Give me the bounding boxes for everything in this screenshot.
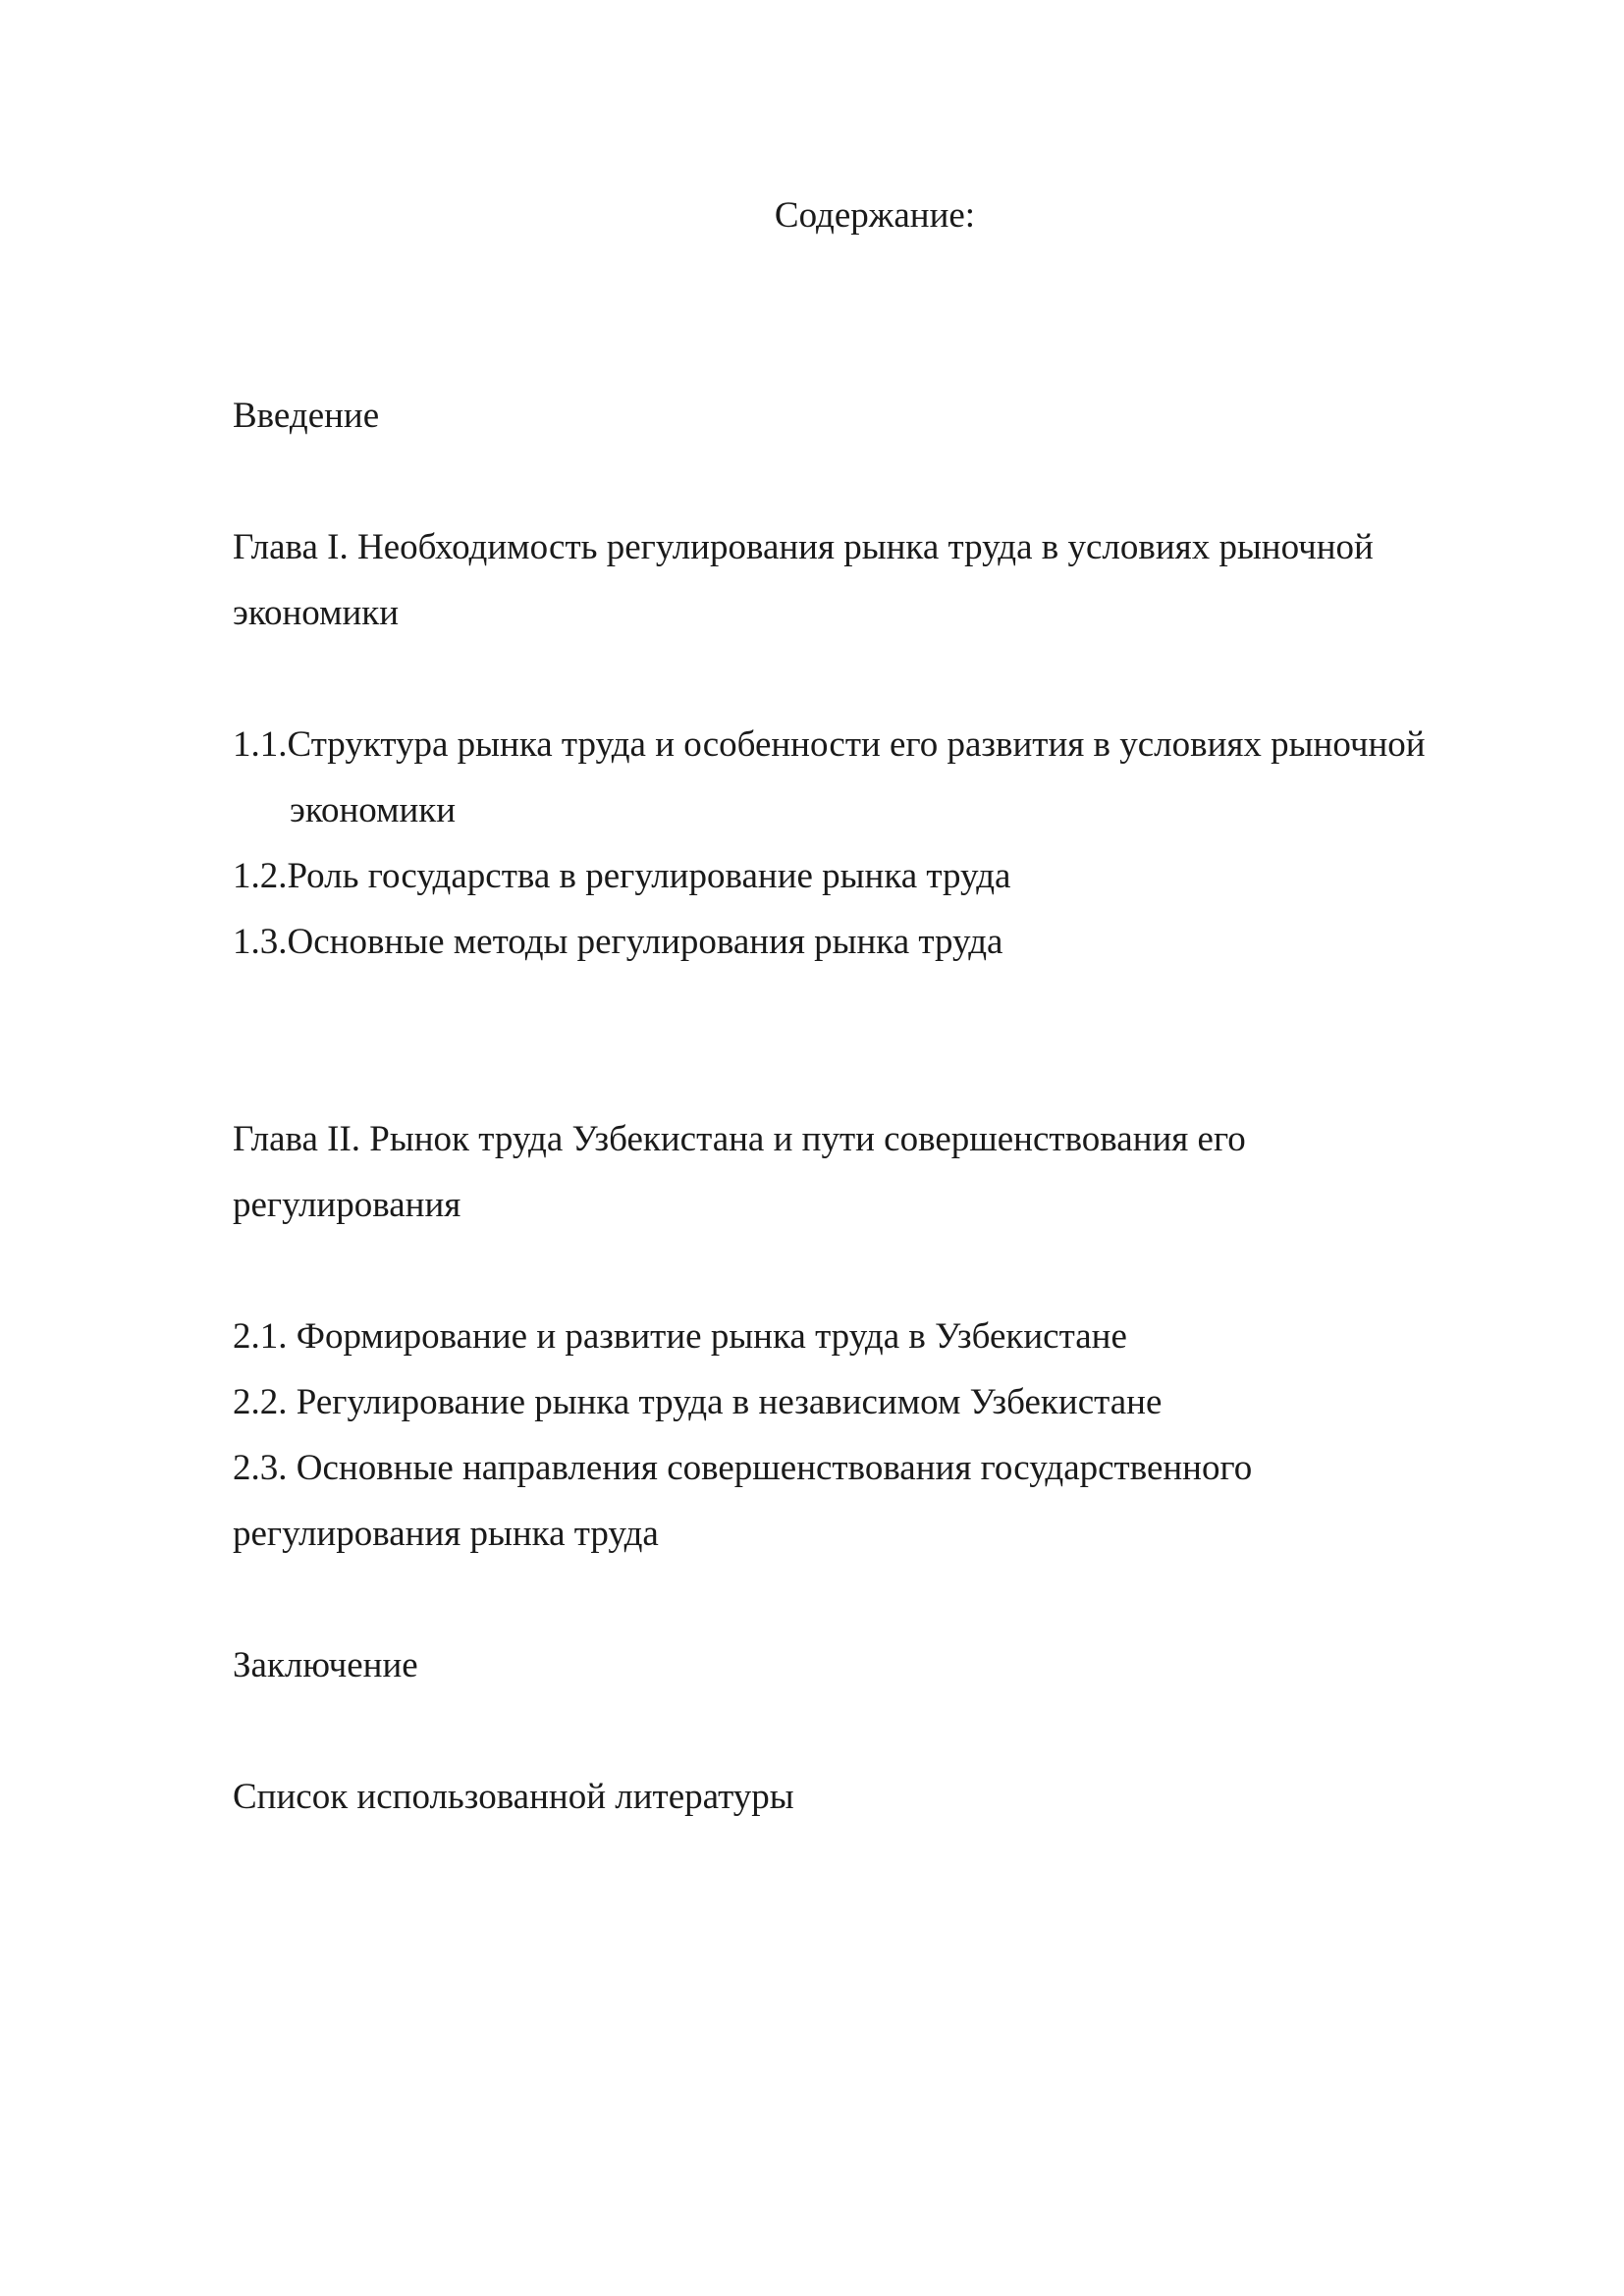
toc-entry-chapter-2: Глава II. Рынок труда Узбекистана и пути совершенствования его регулирования: [233, 1119, 1246, 1225]
toc-entry-section-1-1: 1.1.Структура рынка труда и особенности его развития в условиях рыночной экономики: [233, 724, 1426, 830]
toc-entry-chapter-1: Глава I. Необходимость регулирования рынка труда в условиях рыночной экономики: [233, 527, 1374, 633]
table-of-contents: [233, 383, 1509, 1830]
toc-entry-conclusion: Заключение: [233, 1645, 418, 1685]
toc-title: Содержание:: [774, 195, 976, 236]
toc-entry-references: Список использованной литературы: [233, 1777, 794, 1817]
toc-entry-section-1-3: 1.3.Основные методы регулирования рынка труда: [233, 922, 1003, 962]
toc-entry-section-1-2: 1.2.Роль государства в регулирование рынка труда: [233, 856, 1011, 896]
toc-entry-section-2-1: 2.1. Формирование и развитие рынка труда в Узбекистане: [233, 1316, 1127, 1357]
toc-entry-introduction: Введение: [233, 396, 380, 436]
toc-entry-section-2-2: 2.2. Регулирование рынка труда в независимом Узбекистане: [233, 1382, 1163, 1422]
toc-entry-section-2-3: 2.3. Основные направления совершенствования государственного регулирования рынка труда: [233, 1448, 1253, 1554]
